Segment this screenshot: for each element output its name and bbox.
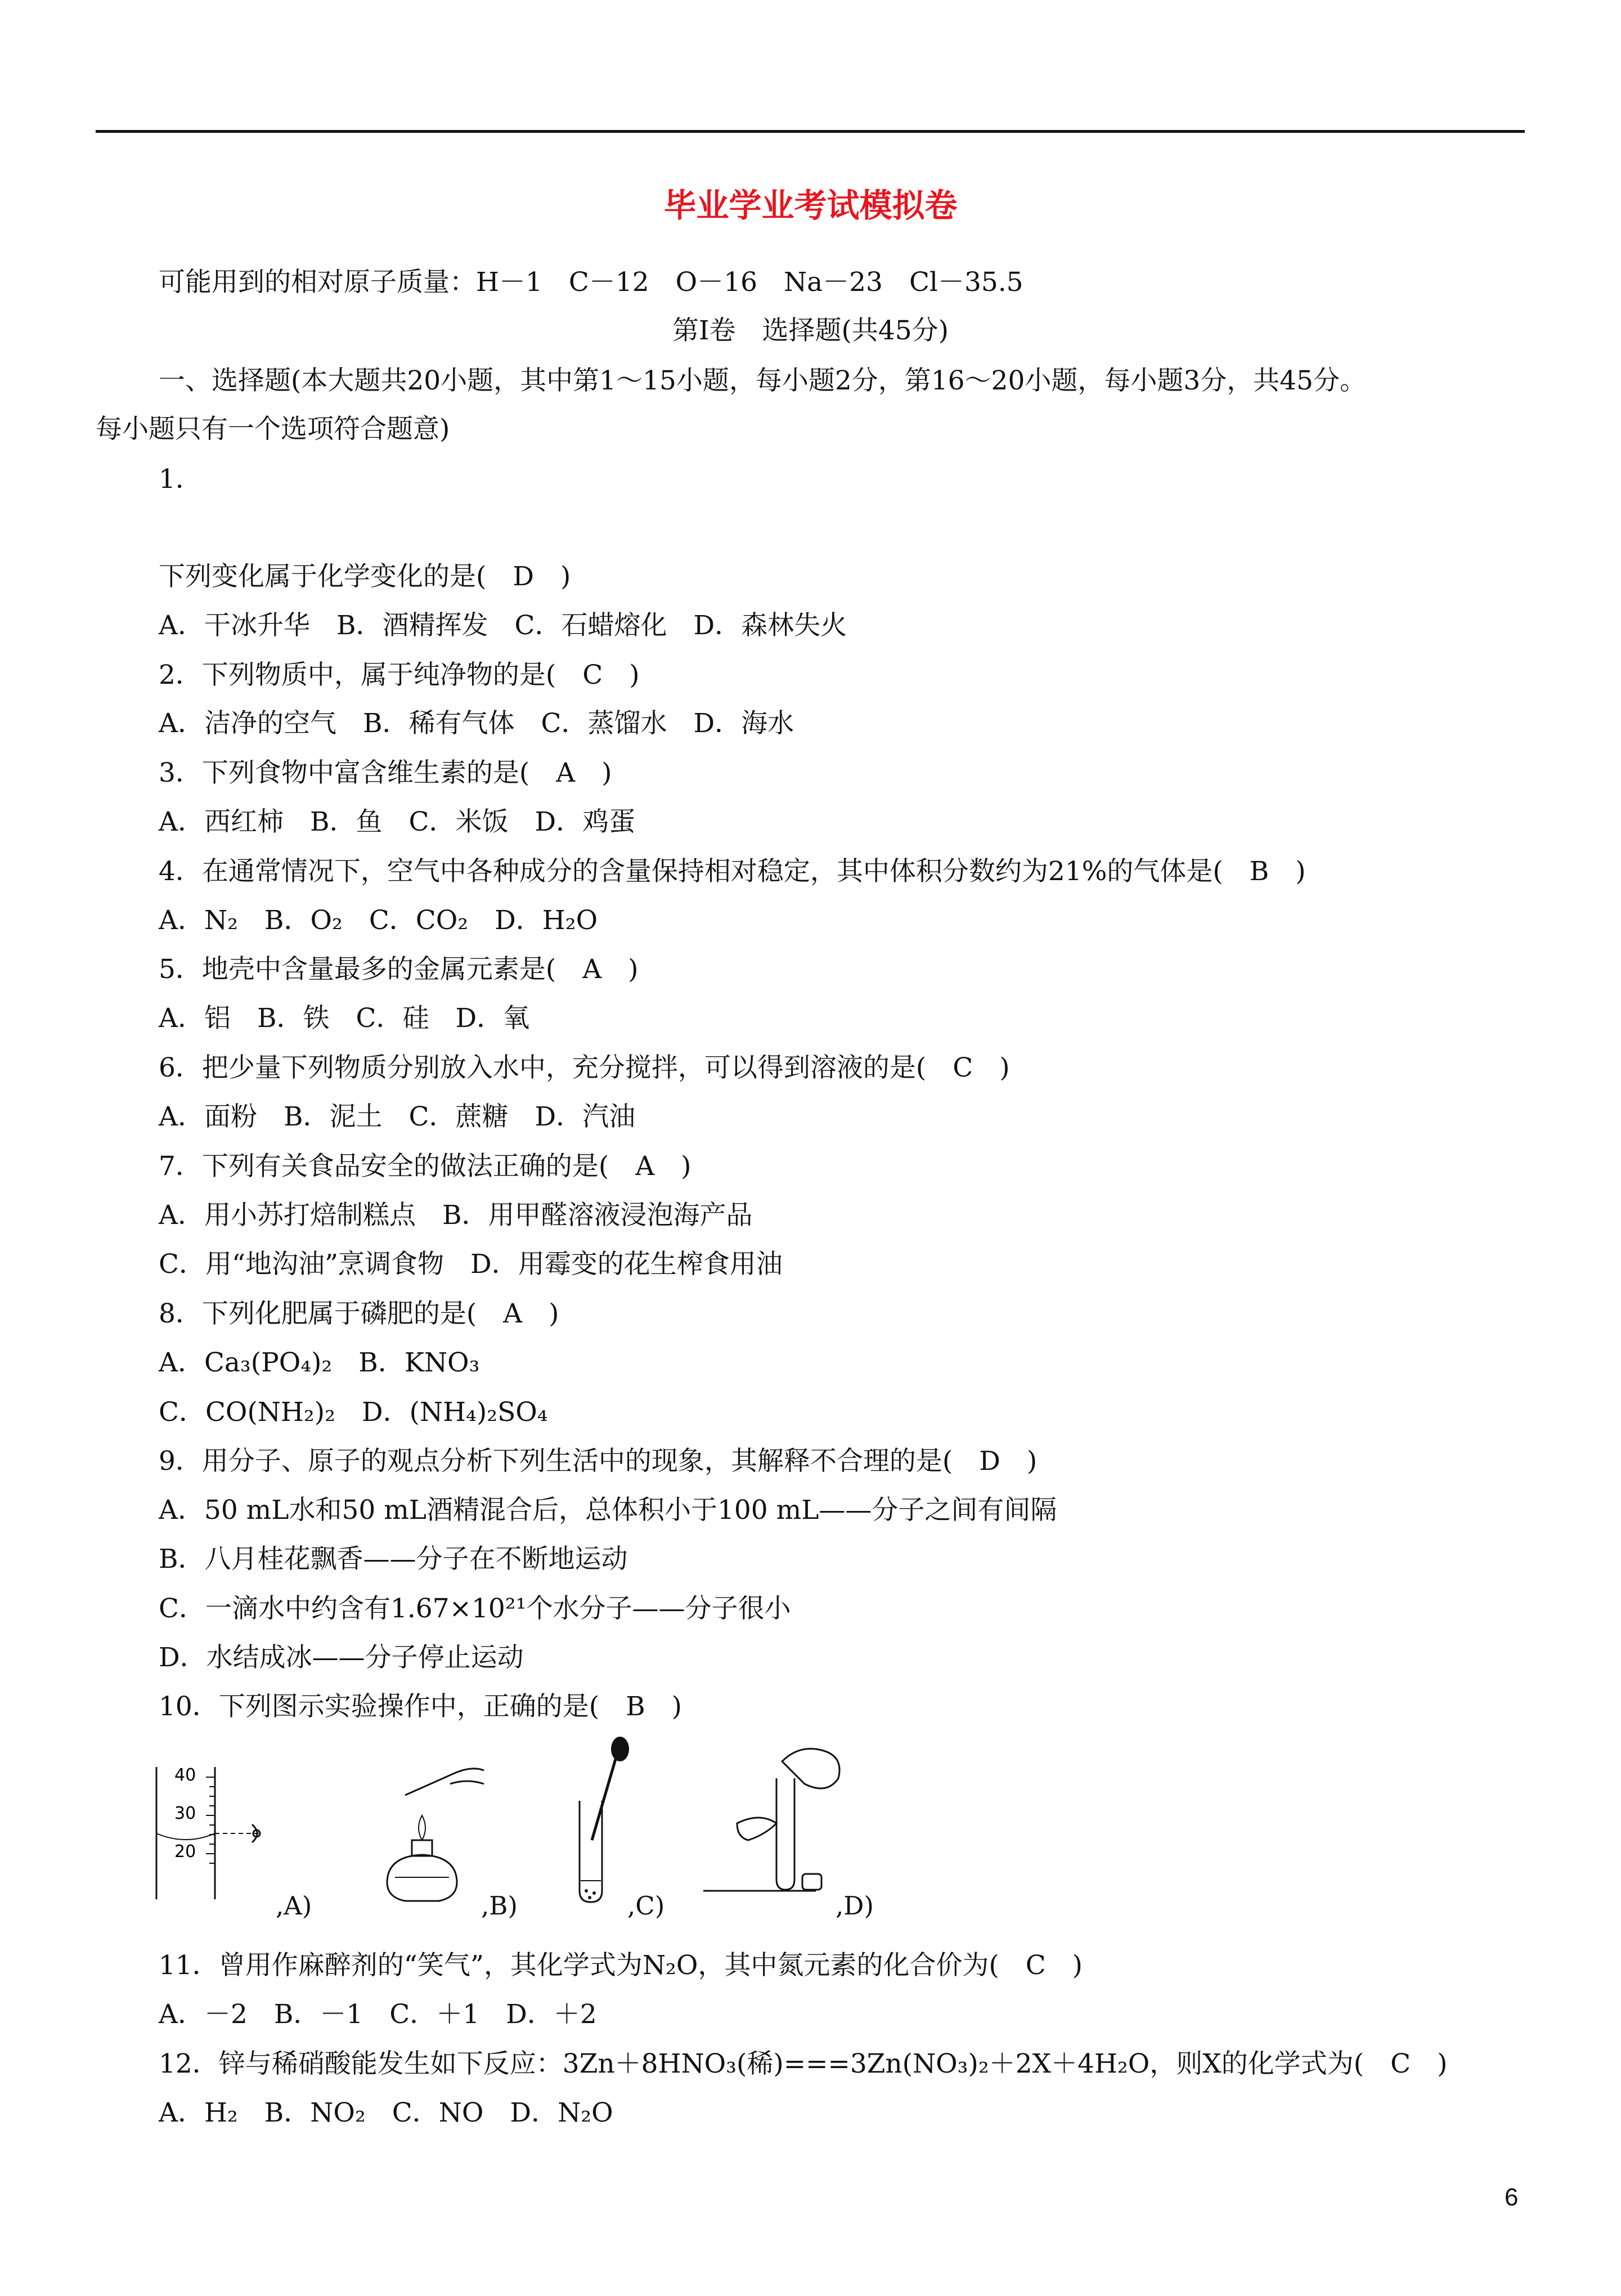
q6-stem: 6．把少量下列物质分别放入水中，充分搅拌，可以得到溶液的是( C ) [159,1052,1010,1083]
q10-figure-d-label: ,D) [836,1891,874,1921]
q7-options-2: C．用“地沟油”烹调食物 D．用霉变的花生榨食用油 [159,1249,783,1280]
q9-stem: 9．用分子、原子的观点分析下列生活中的现象，其解释不合理的是( D ) [159,1446,1038,1477]
q12-stem: 12．锌与稀硝酸能发生如下反应：3Zn＋8HNO₃(稀)===3Zn(NO₃)₂＋2X＋4H₂O，则X的化学式为( C ) [159,2048,1448,2079]
q9-option-a: A．50 mL水和50 mL酒精混合后，总体积小于100 mL——分子之间有间隔 [159,1495,1057,1526]
q4-stem: 4．在通常情况下，空气中各种成分的含量保持相对稳定，其中体积分数约为21%的气体是( B ) [159,856,1306,887]
q5-stem: 5．地壳中含量最多的金属元素是( A ) [159,954,639,985]
q9-option-b: B．八月桂花飘香——分子在不断地运动 [159,1544,628,1575]
header-rule [96,130,1525,133]
q1-number: 1． [159,464,202,495]
q6-options: A．面粉 B．泥土 C．蔗糖 D．汽油 [159,1101,636,1132]
scale-label-20: 20 [174,1842,196,1862]
instructions-line-2: 每小题只有一个选项符合题意) [96,414,450,445]
q11-options: A．－2 B．－1 C．＋1 D．＋2 [159,1999,597,2030]
q10-figure-a-cylinder [152,1761,276,1908]
page-number: 6 [1505,2183,1519,2211]
instructions-line-1: 一、选择题(本大题共20小题，其中第1～15小题，每小题2分，第16～20小题，每小题3分，共45分。 [159,365,1367,396]
q10-figure-c-dropper [557,1733,641,1908]
q3-stem: 3．下列食物中富含维生素的是( A ) [159,757,612,788]
q10-figure-b-label: ,B) [481,1891,518,1921]
q7-stem: 7．下列有关食品安全的做法正确的是( A ) [159,1151,691,1182]
q1-options: A．干冰升华 B．酒精挥发 C．石蜡熔化 D．森林失火 [159,610,847,641]
q10-figure-c-label: ,C) [627,1891,665,1921]
q5-options: A．铝 B．铁 C．硅 D．氧 [159,1003,530,1034]
q10-figure-b-alcohol-lamp [366,1761,490,1908]
q8-options-2: C．CO(NH₂)₂ D．(NH₄)₂SO₄ [159,1397,548,1428]
q1-stem: 下列变化属于化学变化的是( D ) [159,561,571,592]
q9-option-d: D．水结成冰——分子停止运动 [159,1642,524,1673]
page-title: 毕业学业考试模拟卷 [663,186,958,225]
atomic-masses: 可能用到的相对原子质量：H－1 C－12 O－16 Na－23 Cl－35.5 [159,267,1023,298]
scale-label-40: 40 [174,1765,196,1785]
q2-options: A．洁净的空气 B．稀有气体 C．蒸馏水 D．海水 [159,708,794,739]
q10-stem: 10．下列图示实验操作中，正确的是( B ) [159,1691,682,1722]
scale-label-30: 30 [174,1804,196,1823]
section-heading: 第Ⅰ卷 选择题(共45分) [672,315,949,346]
q8-stem: 8．下列化肥属于磷肥的是( A ) [159,1298,559,1329]
q8-options-1: A．Ca₃(PO₄)₂ B．KNO₃ [159,1347,480,1378]
q7-options-1: A．用小苏打焙制糕点 B．用甲醛溶液浸泡海产品 [159,1200,753,1231]
q9-option-c: C．一滴水中约含有1.67×10²¹个水分子——分子很小 [159,1593,791,1624]
q2-stem: 2．下列物质中，属于纯净物的是( C ) [159,660,640,690]
q10-figure-d-pouring [703,1739,850,1908]
q12-options: A．H₂ B．NO₂ C．NO D．N₂O [159,2097,613,2128]
q4-options: A．N₂ B．O₂ C．CO₂ D．H₂O [159,905,598,936]
q11-stem: 11．曾用作麻醉剂的“笑气”，其化学式为N₂O，其中氮元素的化合价为( C ) [159,1950,1083,1981]
q3-options: A．西红柿 B．鱼 C．米饭 D．鸡蛋 [159,806,636,837]
q10-figure-a-label: ,A) [276,1891,312,1921]
